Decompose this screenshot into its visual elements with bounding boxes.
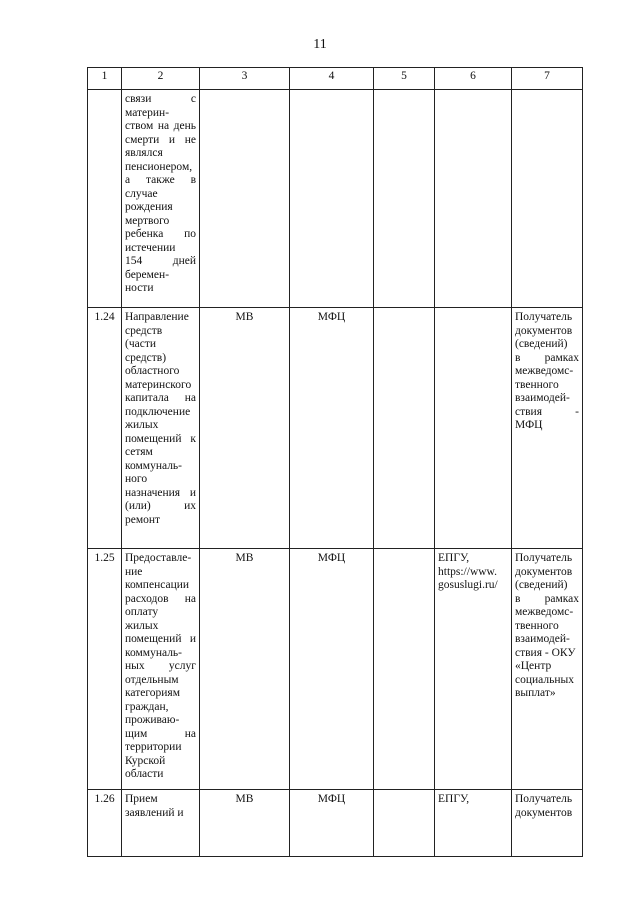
portal-cell <box>435 790 512 857</box>
service-name-line: жилых <box>125 619 159 632</box>
row-number: 1.25 <box>94 552 115 564</box>
row-number-cell <box>88 549 122 790</box>
service-name-line: материн- <box>125 106 170 119</box>
service-name-line: помещений к <box>125 432 196 445</box>
recipient-line: Получатель <box>515 793 573 805</box>
recipient-line: Получатель <box>515 552 573 564</box>
column-header: 2 <box>122 68 200 90</box>
service-name-line: рождения <box>125 201 173 213</box>
service-name-line: компенсации <box>125 579 190 591</box>
service-name-line: области <box>125 768 164 780</box>
recipient-line: МФЦ <box>515 419 543 431</box>
provider-name: МФЦ <box>317 311 346 323</box>
provider-cell <box>290 790 374 857</box>
services-table <box>87 67 583 857</box>
row-number: 1.26 <box>94 793 115 805</box>
service-name-line: Предоставле- <box>125 552 192 564</box>
interaction-type-cell <box>200 790 290 857</box>
service-name-line: коммуналь- <box>125 459 183 472</box>
service-name-cell <box>122 549 200 790</box>
service-name-line: территории <box>125 741 182 753</box>
interaction-type: МВ <box>235 793 254 805</box>
provider-cell <box>290 308 374 549</box>
portal-line: ЕПГУ, <box>438 793 470 805</box>
provider-name: МФЦ <box>317 552 346 564</box>
service-name-cell <box>122 308 200 549</box>
service-name-line: капитала на <box>125 392 196 404</box>
table-row <box>88 549 583 790</box>
recipient-line: ствия - <box>515 405 579 418</box>
service-name-line: истечении <box>125 241 176 254</box>
recipient-line: документов <box>515 565 573 578</box>
service-name-line: Прием <box>125 793 158 805</box>
interaction-type: МВ <box>235 311 254 323</box>
service-name-line: ством на день <box>125 120 196 132</box>
interaction-type-cell <box>200 549 290 790</box>
service-name-line: сетям <box>125 446 153 458</box>
service-name-line: расходов на <box>125 592 196 605</box>
row-number: 1.24 <box>94 311 115 323</box>
interaction-type-cell <box>200 90 290 308</box>
table-row <box>88 90 583 308</box>
recipient-line: документов <box>515 806 573 819</box>
recipient-cell <box>512 790 583 857</box>
column-header: 6 <box>435 68 512 90</box>
service-name-line: являлся <box>125 147 163 159</box>
portal-line: gosuslugi.ru/ <box>438 579 498 591</box>
recipient-line: в рамках <box>515 351 579 364</box>
service-name-line: ности <box>125 282 154 294</box>
recipient-cell <box>512 308 583 549</box>
service-name-line: пенсионером, <box>125 160 193 173</box>
service-name-line: средств <box>125 324 163 337</box>
recipient-line: межведомс- <box>515 365 574 377</box>
service-name-cell <box>122 790 200 857</box>
service-name-line: Направление <box>125 311 189 323</box>
recipient-line: взаимодей- <box>515 392 570 404</box>
provider-name: МФЦ <box>317 793 346 805</box>
service-name-line: граждан, <box>125 700 169 713</box>
service-name-line: ных услуг <box>125 660 196 672</box>
service-name-line: отдельным <box>125 673 179 686</box>
service-name-line: 154 дней <box>125 255 196 267</box>
service-name-line: ребенка по <box>125 228 196 240</box>
portal-cell <box>435 549 512 790</box>
interaction-type: МВ <box>235 552 254 564</box>
service-name-line: проживаю- <box>125 714 180 726</box>
service-name-line: щим на <box>125 727 196 740</box>
service-name-line: областного <box>125 365 180 377</box>
service-name-line: назначения и <box>125 486 196 499</box>
service-name-line: помещений и <box>125 633 196 645</box>
empty-cell <box>374 90 435 308</box>
recipient-line: твенного <box>515 619 559 632</box>
row-number-cell <box>88 308 122 549</box>
service-name-line: заявлений и <box>125 806 184 819</box>
recipient-line: межведомс- <box>515 606 574 618</box>
service-name-line: подключение <box>125 405 191 418</box>
provider-cell <box>290 90 374 308</box>
recipient-line: ствия - ОКУ <box>515 646 576 659</box>
page-number: 11 <box>313 37 327 52</box>
service-name-line: мертвого <box>125 214 170 227</box>
service-name-cell <box>122 90 200 308</box>
service-name-line: коммуналь- <box>125 646 183 659</box>
recipient-cell <box>512 90 583 308</box>
service-name-line: случае <box>125 187 158 200</box>
row-number-cell <box>88 90 122 308</box>
recipient-line: (сведений) <box>515 579 568 591</box>
table-row <box>88 790 583 857</box>
provider-cell <box>290 549 374 790</box>
column-header: 3 <box>200 68 290 90</box>
service-name-line: (или) их <box>125 500 196 512</box>
portal-cell <box>435 90 512 308</box>
column-header: 7 <box>512 68 583 90</box>
service-name-line: связи с <box>125 93 196 105</box>
portal-line: https://www. <box>438 565 497 578</box>
empty-cell <box>374 308 435 549</box>
column-header: 5 <box>374 68 435 90</box>
recipient-line: «Центр <box>515 660 552 672</box>
table-header-row <box>88 68 583 90</box>
service-name-line: категориям <box>125 687 181 699</box>
table-row <box>88 308 583 549</box>
service-name-line: (части <box>125 338 157 350</box>
column-header: 1 <box>88 68 122 90</box>
recipient-line: Получатель <box>515 311 573 323</box>
service-name-line: ремонт <box>125 513 161 526</box>
recipient-line: социальных <box>515 673 574 686</box>
portal-line: ЕПГУ, <box>438 552 470 564</box>
service-name-line: ного <box>125 473 148 485</box>
service-name-line: средств) <box>125 351 167 364</box>
portal-cell <box>435 308 512 549</box>
service-name-line: Курской <box>125 754 166 767</box>
service-name-line: смерти и не <box>125 133 196 146</box>
service-name-line: жилых <box>125 419 159 431</box>
row-number-cell <box>88 790 122 857</box>
empty-cell <box>374 549 435 790</box>
column-header: 4 <box>290 68 374 90</box>
empty-cell <box>374 790 435 857</box>
recipient-line: в рамках <box>515 592 579 605</box>
recipient-line: взаимодей- <box>515 633 570 645</box>
recipient-cell <box>512 549 583 790</box>
recipient-line: твенного <box>515 378 559 391</box>
service-name-line: а также в <box>125 174 196 186</box>
recipient-line: выплат» <box>515 687 556 699</box>
service-name-line: ние <box>125 565 143 578</box>
recipient-line: (сведений) <box>515 338 568 350</box>
service-name-line: материнского <box>125 378 192 391</box>
service-name-line: оплату <box>125 606 159 618</box>
interaction-type-cell <box>200 308 290 549</box>
service-name-line: беремен- <box>125 268 170 281</box>
recipient-line: документов <box>515 324 573 337</box>
